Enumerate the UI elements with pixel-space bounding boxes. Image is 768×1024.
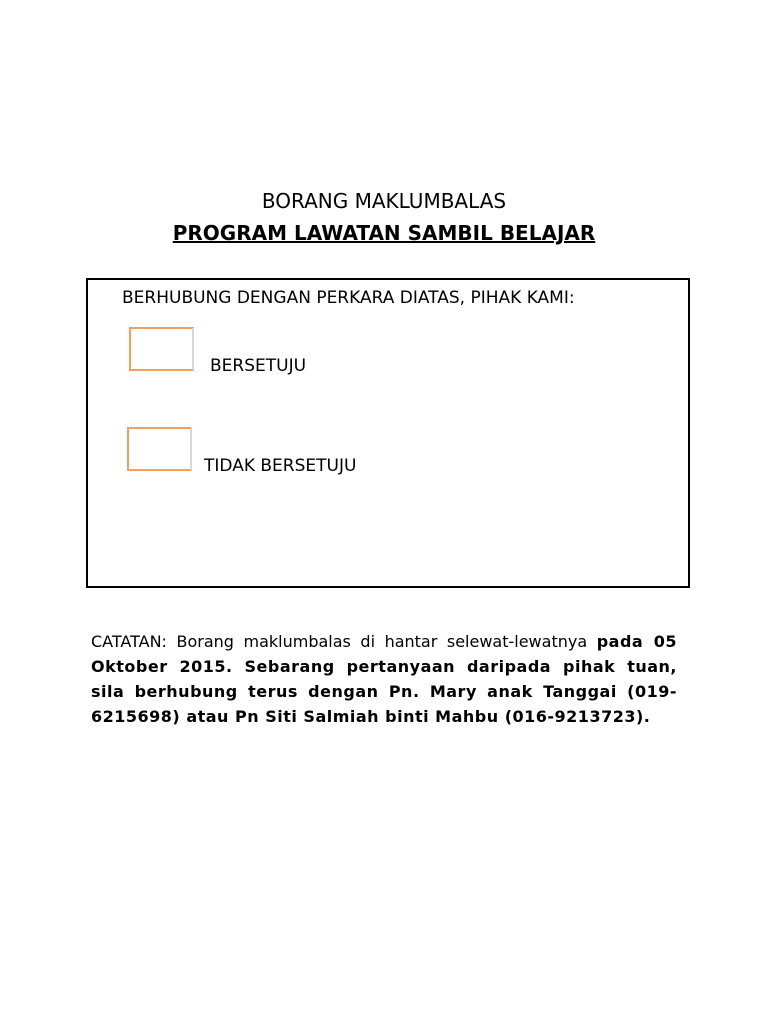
- disagree-checkbox[interactable]: [127, 427, 192, 471]
- disagree-label: TIDAK BERSETUJU: [204, 456, 357, 476]
- form-title: BORANG MAKLUMBALAS: [261, 189, 507, 213]
- program-title: PROGRAM LAWATAN SAMBIL BELAJAR: [172, 221, 596, 245]
- response-intro: BERHUBUNG DENGAN PERKARA DIATAS, PIHAK KAMI:: [122, 288, 575, 308]
- note-prefix: CATATAN: Borang maklumbalas di hantar selewat-lewatnya: [91, 632, 588, 651]
- note-paragraph: [91, 629, 677, 729]
- agree-label: BERSETUJU: [210, 356, 307, 376]
- response-box: [86, 278, 690, 588]
- note-deadline-contact: pada 05 Oktober 2015. Sebarang pertanyaan daripada pihak tuan, sila berhubung terus dengan Pn. Mary anak Tanggai (019-6215698) atau Pn Siti Salmiah binti Mahbu (016-9213723).: [91, 632, 678, 726]
- agree-checkbox[interactable]: [129, 327, 194, 371]
